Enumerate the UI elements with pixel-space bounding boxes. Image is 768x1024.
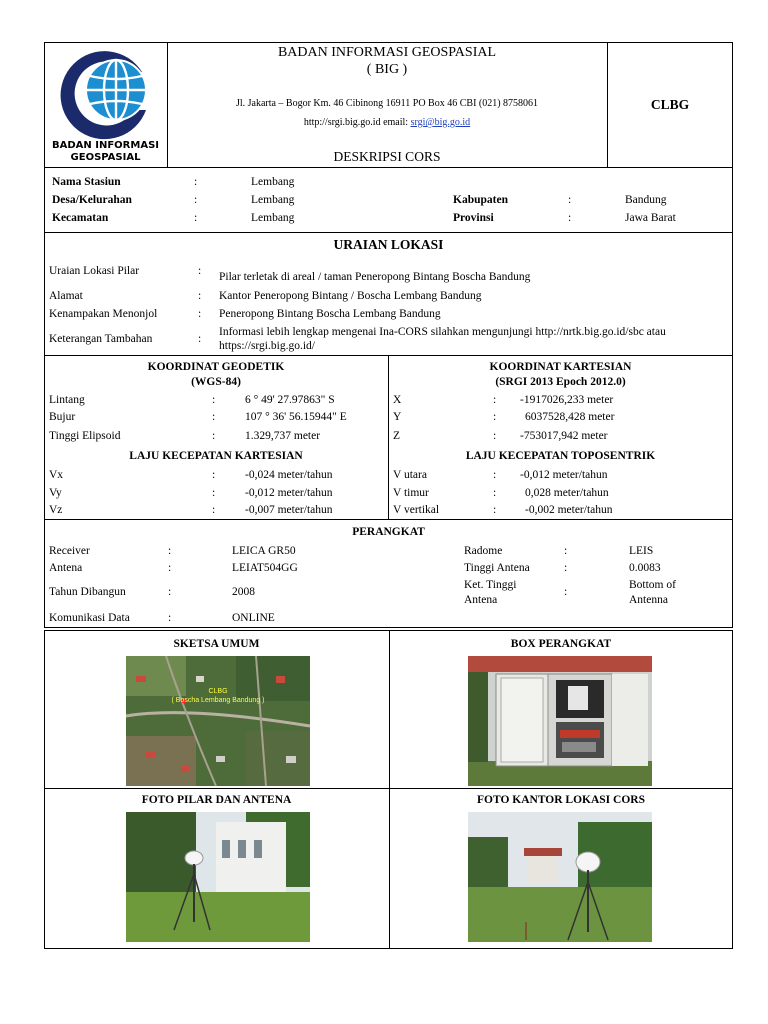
tinggi-elipsoid-value: 1.329,737 meter xyxy=(245,430,321,442)
bujur-label: Bujur xyxy=(49,411,76,423)
sep: : xyxy=(212,411,216,423)
kenampakan-label: Kenampakan Menonjol xyxy=(49,308,158,320)
tinggi-elipsoid-label: Tinggi Elipsoid xyxy=(49,430,121,442)
vx-label: Vx xyxy=(49,469,64,481)
sep: : xyxy=(198,308,202,320)
web-text: http://srgi.big.go.id email: xyxy=(303,117,409,128)
sep: : xyxy=(564,586,568,598)
lintang-value: 6 ° 49' 27.97863" S xyxy=(245,394,335,406)
pilar-title: FOTO PILAR DAN ANTENA xyxy=(141,794,292,806)
receiver-label: Receiver xyxy=(49,545,90,557)
sep: : xyxy=(194,212,198,224)
geodetik-title: KOORDINAT GEODETIK xyxy=(147,361,285,373)
station-code: CLBG xyxy=(650,97,690,112)
kabupaten-label: Kabupaten xyxy=(453,194,508,206)
sep: : xyxy=(194,176,198,188)
lintang-label: Lintang xyxy=(49,394,85,406)
big-logo xyxy=(54,44,162,140)
kartesian-subtitle: (SRGI 2013 Epoch 2012.0) xyxy=(495,376,626,388)
sep: : xyxy=(493,487,497,499)
pilar-antena-photo xyxy=(126,812,310,942)
map-label-boscha: ( Boscha Lembang Bandung ) xyxy=(171,697,265,704)
kantor-lokasi-photo xyxy=(468,812,652,942)
globe-icon xyxy=(54,44,162,140)
provinsi-label: Provinsi xyxy=(453,212,494,224)
ket-tinggi-value-2: Antenna xyxy=(629,594,668,606)
vz-label: Vz xyxy=(49,504,63,516)
alamat-label: Alamat xyxy=(49,290,83,302)
box-perangkat-photo xyxy=(468,656,652,786)
uraian-label: Uraian Lokasi Pilar xyxy=(49,265,140,277)
z-label: Z xyxy=(393,430,401,442)
desa-value: Lembang xyxy=(251,194,295,206)
v-vertikal-label: V vertikal xyxy=(393,504,440,516)
v-utara-label: V utara xyxy=(393,469,427,481)
ket-tinggi-value-1: Bottom of xyxy=(629,579,676,591)
v-timur-value: 0,028 meter/tahun xyxy=(525,487,609,499)
vx-value: -0,024 meter/tahun xyxy=(245,469,333,481)
tinggi-antena-label: Tinggi Antena xyxy=(464,562,530,574)
keterangan-value-2: https://srgi.big.go.id/ xyxy=(219,340,315,352)
laju-toposentrik-title: LAJU KECEPATAN TOPOSENTRIK xyxy=(465,450,656,462)
kartesian-title: KOORDINAT KARTESIAN xyxy=(489,361,632,373)
komunikasi-label: Komunikasi Data xyxy=(49,612,130,624)
nama-label: Nama Stasiun xyxy=(52,176,121,188)
map-label-clbg: CLBG xyxy=(208,688,228,695)
komunikasi-value: ONLINE xyxy=(232,612,275,624)
sep: : xyxy=(493,394,497,406)
box-title: BOX PERANGKAT xyxy=(510,638,612,650)
tinggi-antena-value: 0.0083 xyxy=(629,562,661,574)
v-utara-value: -0,012 meter/tahun xyxy=(520,469,608,481)
tahun-value: 2008 xyxy=(232,586,255,598)
sep: : xyxy=(212,469,216,481)
sep: : xyxy=(493,504,497,516)
vy-label: Vy xyxy=(49,487,62,499)
desa-label: Desa/Kelurahan xyxy=(52,194,132,206)
vy-value: -0,012 meter/tahun xyxy=(245,487,333,499)
bujur-value: 107 ° 36' 56.15944" E xyxy=(245,411,347,423)
radome-value: LEIS xyxy=(629,545,654,557)
kecamatan-value: Lembang xyxy=(251,212,295,224)
sep: : xyxy=(568,194,572,206)
org-name: BADAN INFORMASI GEOSPASIAL xyxy=(277,45,497,60)
sep: : xyxy=(568,212,572,224)
provinsi-value: Jawa Barat xyxy=(625,212,676,224)
perangkat-title: PERANGKAT xyxy=(352,526,425,538)
kantor-title: FOTO KANTOR LOKASI CORS xyxy=(477,794,645,806)
z-value: -753017,942 meter xyxy=(520,430,608,442)
y-label: Y xyxy=(393,411,402,423)
receiver-value: LEICA GR50 xyxy=(232,545,296,557)
ket-tinggi-label-1: Ket. Tinggi xyxy=(464,579,517,591)
v-timur-label: V timur xyxy=(393,487,429,499)
sep: : xyxy=(564,562,568,574)
alamat-value: Kantor Peneropong Bintang / Boscha Lembang Bandung xyxy=(219,290,482,302)
keterangan-label: Keterangan Tambahan xyxy=(49,333,153,345)
sep: : xyxy=(493,411,497,423)
sep: : xyxy=(168,586,172,598)
tahun-label: Tahun Dibangun xyxy=(49,586,126,598)
sep: : xyxy=(493,469,497,481)
kabupaten-value: Bandung xyxy=(625,194,667,206)
sep: : xyxy=(198,333,202,345)
sep: : xyxy=(493,430,497,442)
web-email-line xyxy=(167,117,607,129)
sep: : xyxy=(212,487,216,499)
sep: : xyxy=(198,290,202,302)
sep: : xyxy=(198,265,202,277)
sep: : xyxy=(212,430,216,442)
uraian-value: Pilar terletak di areal / taman Peneropong Bintang Boscha Bandung xyxy=(219,271,531,283)
sep: : xyxy=(168,612,172,624)
logo-text-2: GEOSPASIAL xyxy=(70,152,141,163)
email-link[interactable]: srgi@big.go.id xyxy=(410,117,471,128)
address-line: Jl. Jakarta – Bogor Km. 46 Cibinong 16911 PO Box 46 CBI (021) 8758061 xyxy=(235,98,539,109)
x-label: X xyxy=(393,394,402,406)
kenampakan-value: Peneropong Bintang Boscha Lembang Bandung xyxy=(219,308,441,320)
v-vertikal-value: -0,002 meter/tahun xyxy=(525,504,613,516)
uraian-title: URAIAN LOKASI xyxy=(333,237,444,252)
kecamatan-label: Kecamatan xyxy=(52,212,109,224)
sep: : xyxy=(212,504,216,516)
antena-value: LEIAT504GG xyxy=(232,562,298,574)
sep: : xyxy=(564,545,568,557)
org-abbr: ( BIG ) xyxy=(366,62,408,77)
radome-label: Radome xyxy=(464,545,503,557)
nama-value: Lembang xyxy=(251,176,295,188)
sep: : xyxy=(194,194,198,206)
ket-tinggi-label-2: Antena xyxy=(464,594,498,606)
sep: : xyxy=(168,562,172,574)
sep: : xyxy=(168,545,172,557)
laju-kartesian-title: LAJU KECEPATAN KARTESIAN xyxy=(129,450,303,462)
y-value: 6037528,428 meter xyxy=(525,411,615,423)
geodetik-subtitle: (WGS-84) xyxy=(191,376,241,388)
vz-value: -0,007 meter/tahun xyxy=(245,504,333,516)
doc-title: DESKRIPSI CORS xyxy=(333,149,441,164)
logo-text-1: BADAN INFORMASI xyxy=(52,140,159,151)
sketsa-map-photo xyxy=(126,656,310,786)
keterangan-value: Informasi lebih lengkap mengenai Ina-CORS silahkan mengunjungi http://nrtk.big.go.id/sbc atau xyxy=(219,326,666,338)
x-value: -1917026,233 meter xyxy=(520,394,614,406)
antena-label: Antena xyxy=(49,562,83,574)
sketsa-title: SKETSA UMUM xyxy=(173,638,260,650)
sep: : xyxy=(212,394,216,406)
